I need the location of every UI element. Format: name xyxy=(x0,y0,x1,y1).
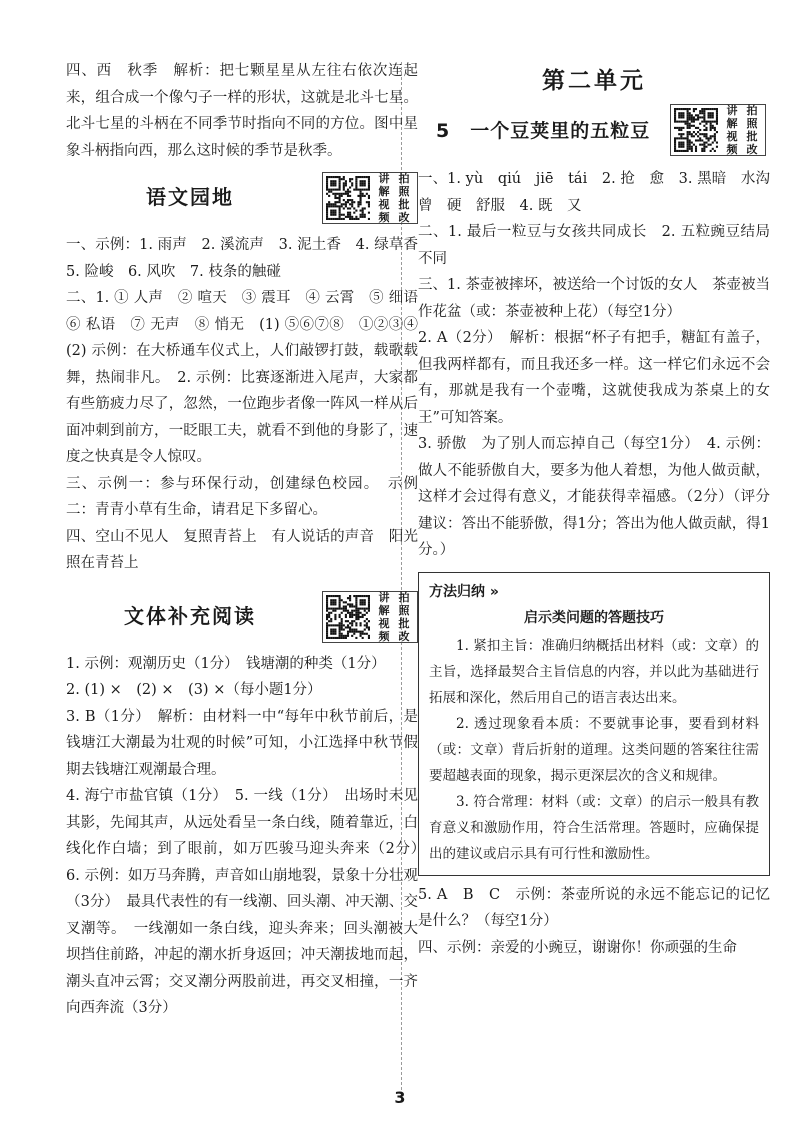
page-number: 3 xyxy=(394,1088,406,1107)
lesson-answer-3: 三、1. 茶壶被摔坏，被送给一个讨饭的女人 茶壶被当作花盆（或：茶壶被种上花）（每空1分） xyxy=(418,277,770,320)
section-title: 文体补充阅读 xyxy=(124,603,256,628)
answer-2: 二、1. ① 人声 ② 喧天 ③ 震耳 ④ 云霄 ⑤ 细语 ⑥ 私语 ⑦ 无声 ⑧ 悄无 (1) ⑤⑥⑦⑧ ①②③④ (2) 示例：在大桥通车仪式上，人们敲锣打鼓，载歌载舞，热闹非凡。 2. 示例：比赛逐渐进入尾声，大家都有些筋疲力尽了，忽然，一位跑步者像一阵风一样从后面冲刺到前方，一眨眼工夫，就看不到他的身影了，速度之快真是令人惊叹。 xyxy=(66,290,433,465)
left-column xyxy=(66,58,433,1022)
answer-3: 三、示例一：参与环保行动，创建绿色校园。 示例二：青青小草有生命，请君足下多留心。 xyxy=(66,475,418,518)
method-item: 1. 紧扣主旨：准确归纳概括出材料（或：文章）的主旨，选择最契合主旨信息的内容，并以此为基础进行拓展和深化，然后用自己的语言表达出来。 xyxy=(429,637,759,706)
qr-code-box[interactable] xyxy=(322,172,418,224)
lesson-answer-7: 四、示例：亲爱的小豌豆，谢谢你！你顽强的生命 xyxy=(418,939,737,956)
qr-code-box[interactable] xyxy=(322,591,418,643)
answer-1: 一、示例：1. 雨声 2. 溪流声 3. 泥土香 4. 绿草香 5. 险峻 6. 风吹 7. 枝条的触碰 xyxy=(66,237,433,280)
lesson-header xyxy=(418,104,770,162)
lesson-answer-2: 二、1. 最后一粒豆与女孩共同成长 2. 五粒豌豆结局不同 xyxy=(418,224,770,267)
lesson-answer-5: 3. 骄傲 为了别人而忘掉自己（每空1分） 4. 示例：做人不能骄傲自大，要多为他人着想，为他人做贡献，这样才会过得有意义，才能获得幸福感。（2分）（评分建议：答出不能骄傲，得1分；答出为他人做贡献，得1分。） xyxy=(418,436,770,558)
qr-code-icon xyxy=(326,176,370,220)
lesson-answer-4: 2. A（2分） 解析：根据“杯子有把手，糖缸有盖子，但我两样都有，而且我还多一样。这一样它们永远不会有，那就是我有一个壶嘴，这就使我成为茶桌上的女王”可知答案。 xyxy=(418,330,770,426)
reading-answer-3: 3. B（1分） 解析：由材料一中“每年中秋节前后，是钱塘江大潮最为壮观的时候”可知，小江选择中秋节假期去钱塘江观潮最合理。 xyxy=(66,708,418,778)
method-summary-title: 启示类问题的答题技巧 xyxy=(524,609,664,626)
qr-labels: 讲 拍 解 照 视 批 频 改 xyxy=(378,172,410,224)
qr-labels: 讲 拍 解 照 视 批 频 改 xyxy=(726,104,758,156)
reading-answer-2: 2. (1) × (2) × (3) ×（每小题1分） xyxy=(66,682,322,698)
answer-intro: 四、西 秋季 解析：把七颗星星从左往右依次连起来，组合成一个像勺子一样的形状，这就是北斗七星。北斗七星的斗柄在不同季节时指向不同的方位。图中星象斗柄指向西，那么这时候的季节是秋季。 xyxy=(66,63,418,159)
section-title: 语文园地 xyxy=(146,185,234,209)
answer-4: 四、空山不见人 复照青苔上 有人说话的声音 阳光照在青苔上 xyxy=(66,528,418,571)
right-column xyxy=(418,58,785,961)
section-header-yuwen-yuandi xyxy=(66,170,418,228)
unit-title: 第二单元 xyxy=(542,68,646,94)
lesson-answer-1: 一、1. yù qiú jiē tái 2. 抢 愈 3. 黑暗 水沟 曾 硬 舒服 4. 既 又 xyxy=(418,171,785,214)
method-summary-header: 方法归纳 » xyxy=(429,583,499,600)
reading-answer-4: 4. 海宁市盐官镇（1分） 5. 一线（1分） 出场时未见其影，先闻其声，从远处看呈一条白线，随着靠近，白线化作白墙；到了眼前，如万匹骏马迎头奔来（2分） 6. 示例：如万马奔腾，声音如山崩地裂，景象十分壮观（3分） 最具代表性的有一线潮、回头潮、冲天潮、交叉潮等。 一线潮如一条白线，迎头奔来；回头潮被大坝挡住前路，冲起的潮水折身返回；冲天潮拔地而起，潮头直冲云霄；交叉潮分两股前进，再交叉相撞，一齐向西奔流（3分） xyxy=(66,788,433,1016)
qr-code-icon xyxy=(674,108,718,152)
lesson-answer-6: 5. A B C 示例：茶壶所说的永远不能忘记的记忆是什么？（每空1分） xyxy=(418,886,770,929)
lesson-title: 5 一个豆荚里的五粒豆 xyxy=(436,120,651,142)
section-header-wenti-buchong xyxy=(66,589,418,647)
qr-code-icon xyxy=(326,595,370,639)
qr-code-box[interactable] xyxy=(670,104,766,156)
method-summary-box xyxy=(418,572,770,876)
method-item: 2. 透过现象看本质：不要就事论事，要看到材料（或：文章）背后折射的道理。这类问题的答案往往需要超越表面的现象，揭示更深层次的含义和规律。 xyxy=(429,715,759,784)
reading-answer-1: 1. 示例：观潮历史（1分） 钱塘潮的种类（1分） xyxy=(66,655,386,672)
method-item: 3. 符合常理：材料（或：文章）的启示一般具有教育意义和激励作用，符合生活常理。答题时，应确保提出的建议或启示具有可行性和激励性。 xyxy=(429,793,759,862)
qr-labels: 讲 拍 解 照 视 批 频 改 xyxy=(378,590,410,643)
